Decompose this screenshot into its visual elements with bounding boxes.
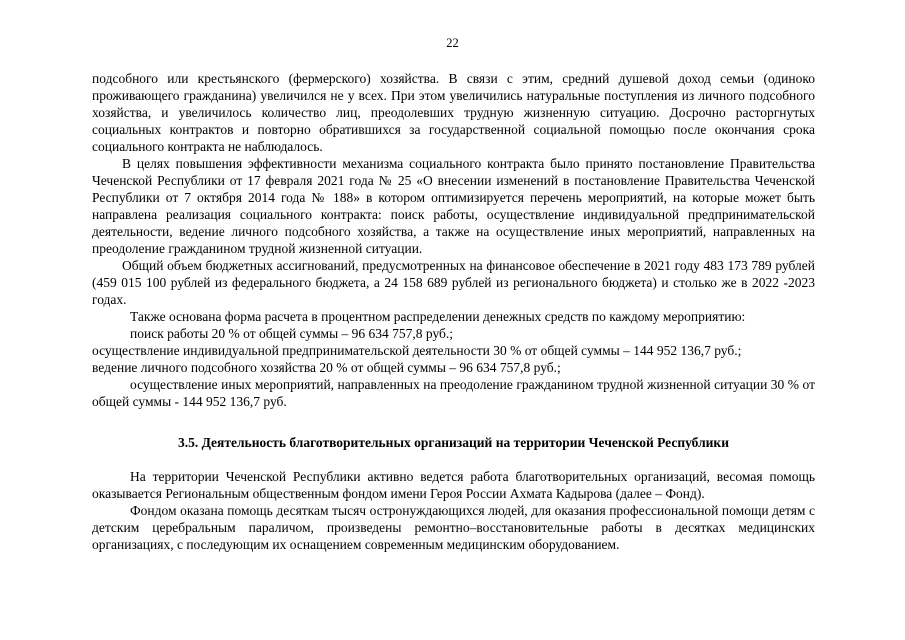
list-item: осуществление индивидуальной предпринимательской деятельности 30 % от общей суммы – 144 952 136,7 руб.;	[92, 343, 742, 358]
section-paragraph-2: Фондом оказана помощь десяткам тысяч остронуждающихся людей, для оказания профессиональной помощи детям с детским церебральным параличом, произведены ремонтно–восстановительные работы в десятках медицинских организациях, с последующим их оснащением современным медицинским оборудованием.	[92, 503, 815, 552]
list-item: поиск работы 20 % от общей суммы – 96 634 757,8 руб.;	[130, 326, 454, 341]
section-body	[92, 468, 815, 553]
section-paragraph-1: На территории Чеченской Республики активно ведется работа благотворительных организаций, весомая помощь оказывается Региональным общественным фондом имени Героя России Ахмата Кадырова (далее – Фонд).	[92, 469, 815, 501]
paragraph-1: подсобного или крестьянского (фермерского) хозяйства. В связи с этим, средний душевой доход семьи (одиноко проживающего гражданина) увеличился не у всех. При этом увеличились натуральные поступления из личного подсобного хозяйства, и увеличилось количество лиц, преодолевших трудную жизненную ситуацию. Досрочно расторгнутых социальных контрактов и повторно обратившихся за государственной социальной помощью после окончания срока социального контракта не наблюдалось.	[92, 71, 815, 154]
list-item: осуществление иных мероприятий, направленных на преодоление гражданином трудной жизненной ситуации 30 % от общей суммы - 144 952 136,7 руб.	[92, 377, 815, 409]
paragraph-2: В целях повышения эффективности механизма социального контракта было принято постановление Правительства Чеченской Республики от 17 февраля 2021 года № 25 «О внесении изменений в постановление Правительства Чеченской Республики от 7 октября 2014 года № 188» в котором оптимизируется перечень мероприятий, на которые может быть направлена реализация социального контракта: поиск работы, осуществление индивидуальной предпринимательской деятельности, ведение личного подсобного хозяйства, а также на осуществление иных мероприятий, направленных на преодоление гражданином трудной жизненной ситуации.	[92, 156, 815, 256]
paragraph-4: Также основана форма расчета в процентном распределении денежных средств по каждому мероприятию:	[130, 309, 746, 324]
page-number: 22	[446, 36, 459, 50]
body-text	[92, 70, 815, 410]
list-item: ведение личного подсобного хозяйства 20 % от общей суммы – 96 634 757,8 руб.;	[92, 360, 561, 375]
paragraph-3: Общий объем бюджетных ассигнований, предусмотренных на финансовое обеспечение в 2021 году 483 173 789 рублей (459 015 100 рублей из федерального бюджета, а 24 158 689 рублей из регионального бюджета) и столько же в 2022 -2023 годах.	[92, 258, 815, 307]
section-heading: 3.5. Деятельность благотворительных организаций на территории Чеченской Республики	[177, 435, 729, 450]
